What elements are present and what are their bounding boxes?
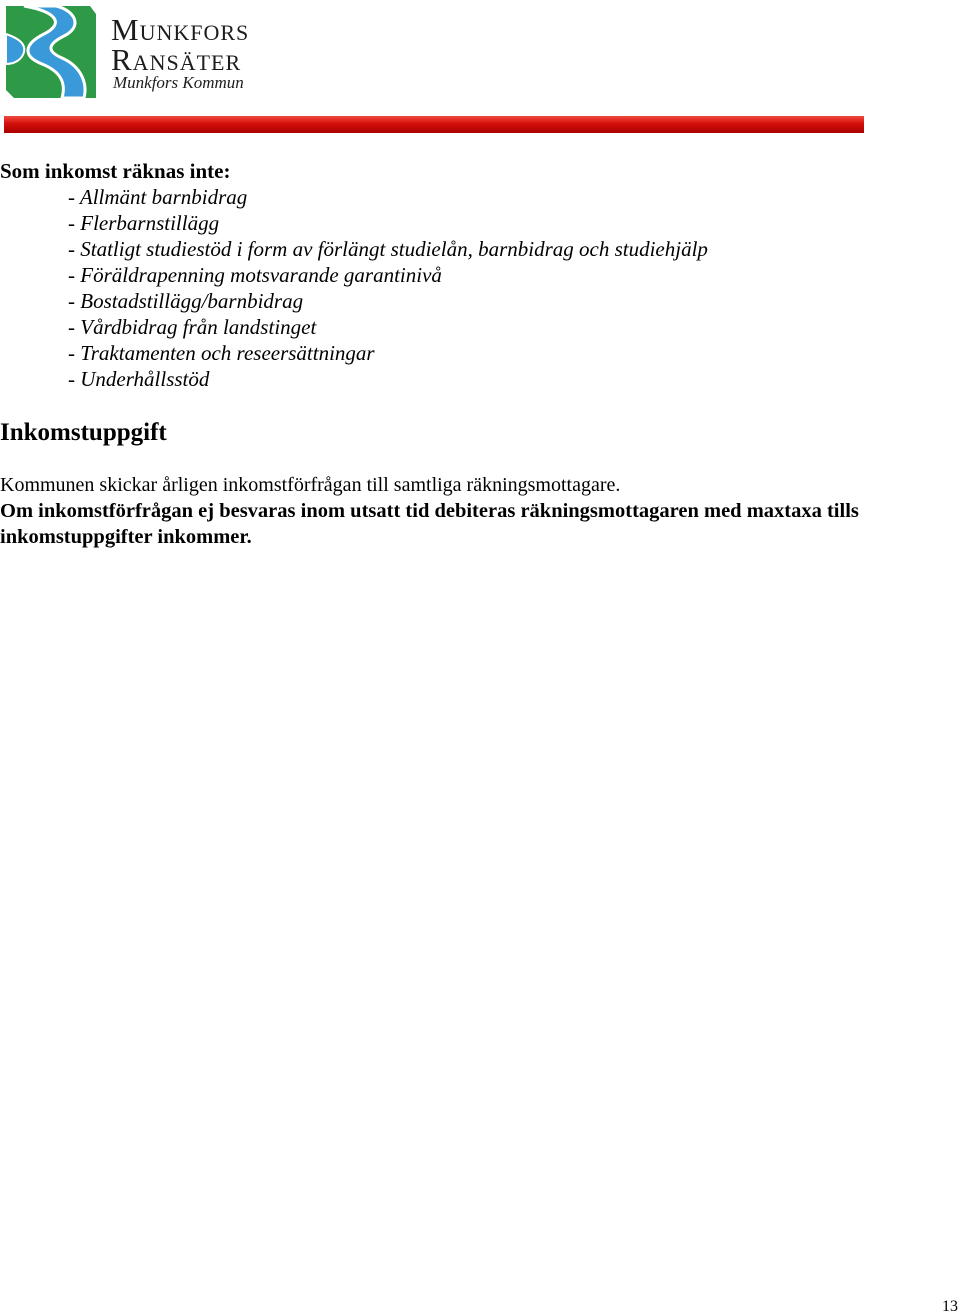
- list-item: - Flerbarnstillägg: [68, 211, 220, 235]
- header-divider-bar: [4, 116, 864, 133]
- logo-name-line-1: Munkfors: [111, 12, 250, 47]
- list-item: - Vårdbidrag från landstinget: [68, 315, 317, 339]
- list-item: - Allmänt barnbidrag: [68, 185, 248, 209]
- list-item: - Statligt studiestöd i form av förlängt studielån, barnbidrag och studiehjälp: [68, 237, 708, 261]
- document-body: [0, 158, 955, 550]
- max-fee-notice: Om inkomstförfrågan ej besvaras inom utsatt tid debiteras räkningsmottagaren med maxtaxa tills inkomstuppgifter inkommer.: [0, 500, 859, 548]
- list-item: - Underhållsstöd: [68, 367, 210, 391]
- income-info-heading: Inkomstuppgift: [0, 419, 167, 446]
- income-request-paragraph: Kommunen skickar årligen inkomstförfrågan till samtliga räkningsmottagare.: [0, 474, 621, 496]
- excluded-income-list: [0, 184, 955, 392]
- list-item: - Bostadstillägg/barnbidrag: [68, 289, 304, 313]
- list-item: - Traktamenten och reseersättningar: [68, 341, 375, 365]
- logo-subtitle: Munkfors Kommun: [113, 73, 244, 92]
- logo-name-line-2: Ransäter: [111, 42, 242, 77]
- page-number: 13: [942, 1298, 958, 1315]
- municipality-logo: [0, 0, 270, 104]
- excluded-income-heading: Som inkomst räknas inte:: [0, 159, 231, 183]
- river-logo-icon: [4, 4, 98, 100]
- list-item: - Föräldrapenning motsvarande garantinivå: [68, 263, 442, 287]
